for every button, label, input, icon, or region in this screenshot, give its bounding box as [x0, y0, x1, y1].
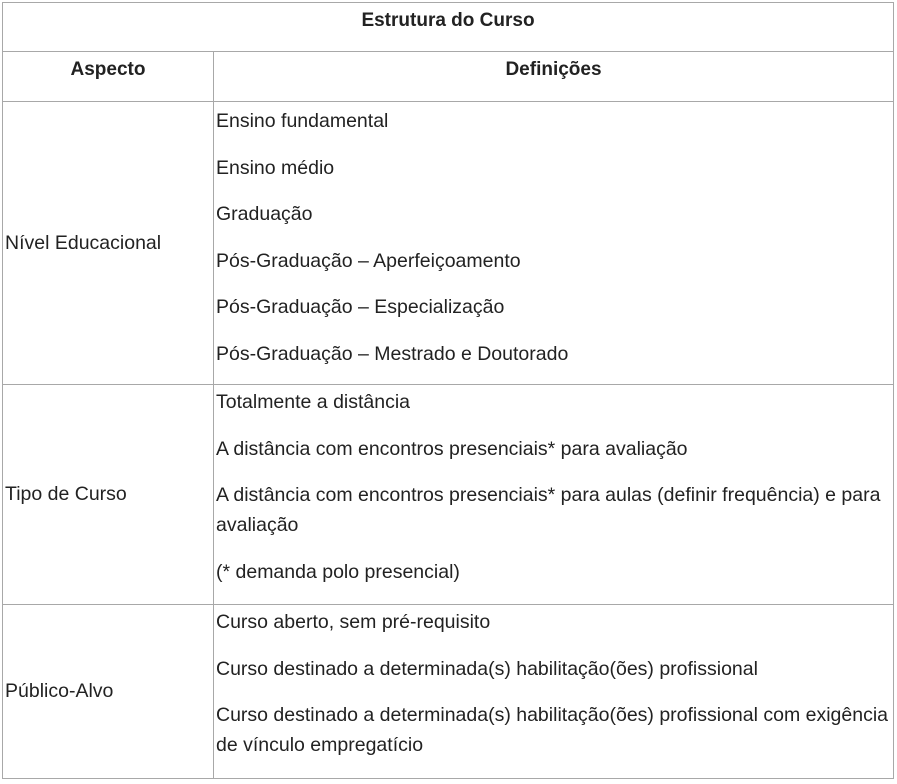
definition-item: Pós-Graduação – Mestrado e Doutorado	[216, 342, 569, 365]
definition-item: A distância com encontros presenciais* para aulas (definir frequência) e para avaliação	[216, 484, 881, 537]
header-aspect: Aspecto	[70, 59, 146, 80]
table-title-cell	[3, 3, 894, 52]
header-definitions-cell	[214, 52, 894, 102]
definition-item: A distância com encontros presenciais* para avaliação	[216, 437, 688, 460]
definition-item: Curso aberto, sem pré-requisito	[216, 611, 491, 633]
table-row	[3, 605, 894, 779]
table-title: Estrutura do Curso	[361, 10, 535, 31]
definition-item: Graduação	[216, 203, 313, 226]
definitions-list	[216, 102, 893, 369]
definitions-list	[216, 605, 893, 760]
aspect-cell: Nível Educacional	[3, 102, 214, 385]
header-row	[3, 52, 894, 102]
definition-item: Totalmente a distância	[216, 391, 411, 413]
definition-item: (* demanda polo presencial)	[216, 560, 460, 583]
table-row	[3, 385, 894, 605]
definitions-list	[216, 385, 893, 587]
definition-item: Pós-Graduação – Aperfeiçoamento	[216, 249, 521, 272]
table-row	[3, 102, 894, 385]
definition-item: Ensino fundamental	[216, 110, 389, 132]
definitions-cell	[214, 102, 894, 385]
course-structure-table	[2, 2, 894, 779]
definition-item: Curso destinado a determinada(s) habilitação(ões) profissional	[216, 657, 758, 680]
definition-item: Pós-Graduação – Especialização	[216, 296, 505, 319]
definitions-cell	[214, 605, 894, 779]
aspect-cell: Público-Alvo	[3, 605, 214, 779]
header-aspect-cell	[3, 52, 214, 102]
header-definitions: Definições	[505, 59, 602, 80]
title-row	[3, 3, 894, 52]
aspect-cell: Tipo de Curso	[3, 385, 214, 605]
definition-item: Curso destinado a determinada(s) habilitação(ões) profissional com exigência de vínculo empregatício	[216, 704, 889, 757]
definitions-cell	[214, 385, 894, 605]
definition-item: Ensino médio	[216, 156, 335, 179]
